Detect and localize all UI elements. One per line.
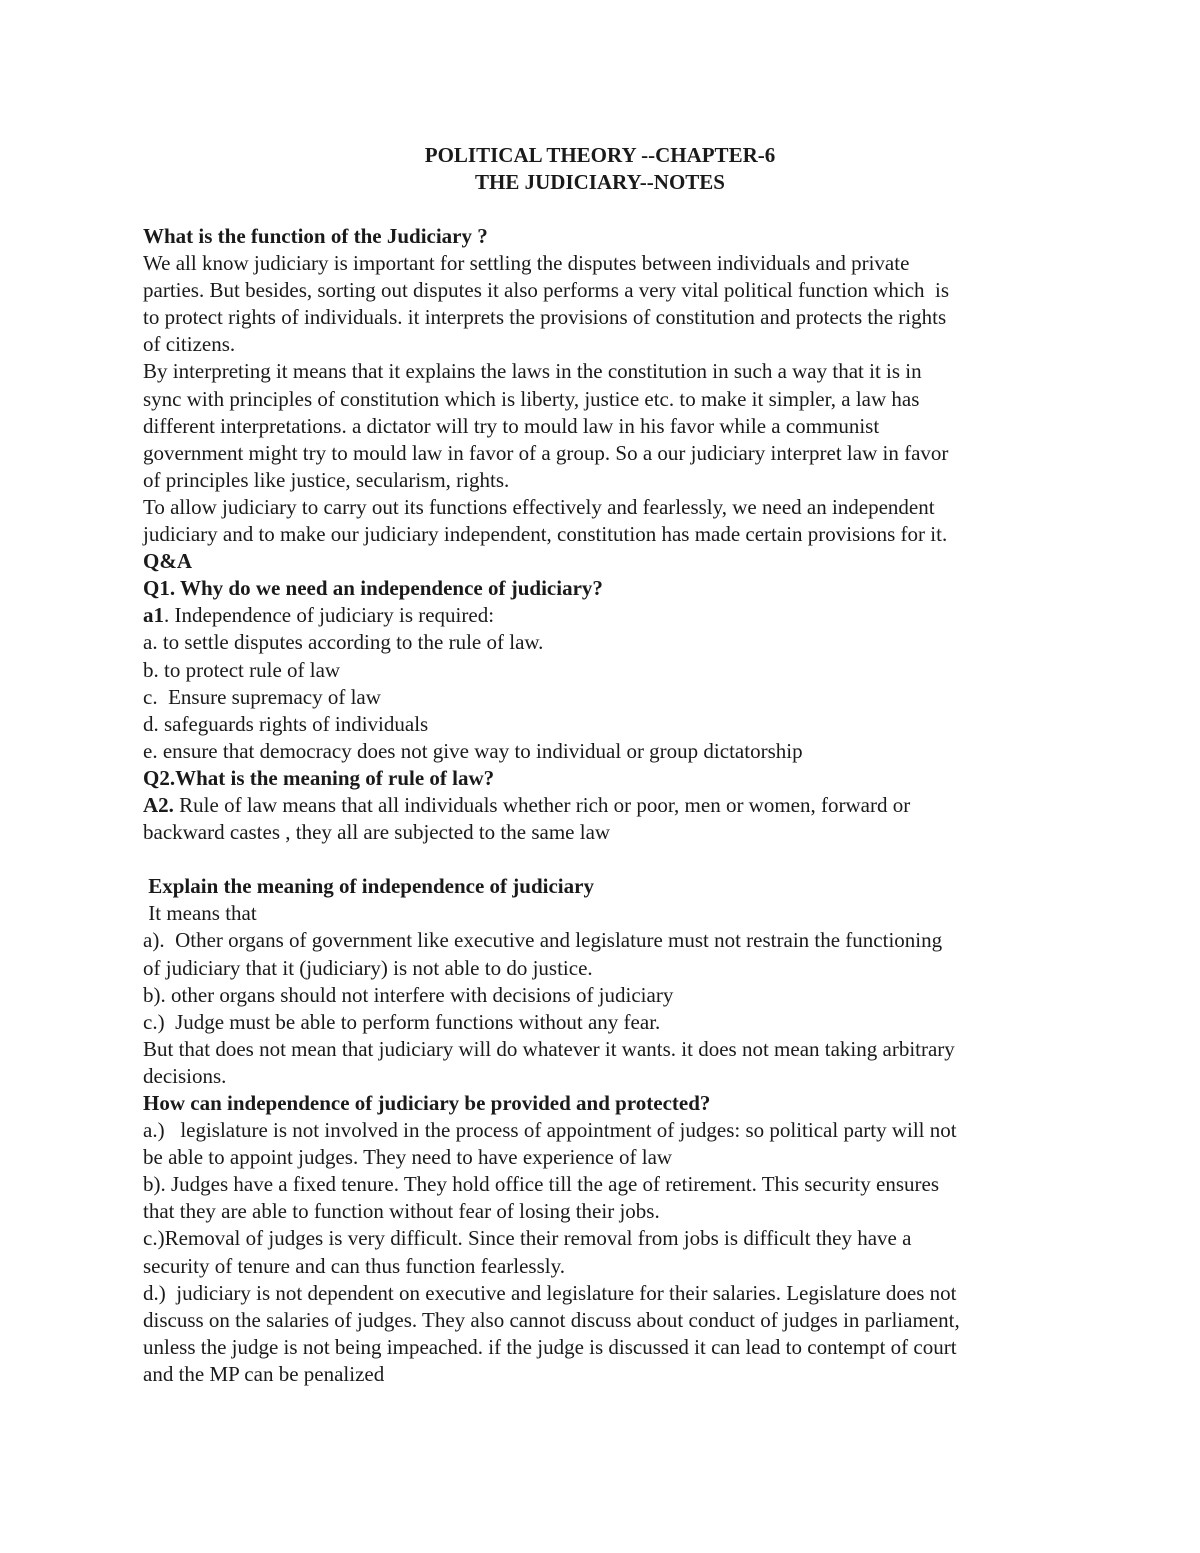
paragraph-line: It means that — [143, 901, 257, 926]
document-body — [143, 223, 1073, 1388]
answer-list-item: a. to settle disputes according to the rule of law. — [143, 630, 544, 655]
paragraph-line: parties. But besides, sorting out disputes it also performs a very vital political function which is — [143, 278, 950, 303]
question-2: Q2.What is the meaning of rule of law? — [143, 765, 495, 790]
answer-list-item: b. to protect rule of law — [143, 657, 341, 682]
document-title: POLITICAL THEORY --CHAPTER-6 — [424, 143, 776, 167]
paragraph-line: to protect rights of individuals. it interprets the provisions of constitution and protects the rights — [143, 305, 947, 330]
paragraph-line: of citizens. — [143, 332, 236, 357]
paragraph-line: of judiciary that it (judiciary) is not able to do justice. — [143, 955, 593, 980]
answer-1 — [143, 602, 1073, 629]
paragraph-line: c.)Removal of judges is very difficult. Since their removal from jobs is difficult they have a — [143, 1226, 912, 1251]
paragraph-line: that they are able to function without fear of losing their jobs. — [143, 1199, 660, 1224]
answer-2-label: A2. — [143, 792, 174, 817]
paragraph-line: judiciary and to make our judiciary independent, constitution has made certain provisions for it. — [143, 522, 948, 547]
paragraph-line: To allow judiciary to carry out its functions effectively and fearlessly, we need an independent — [143, 494, 935, 519]
answer-2-continuation: backward castes , they all are subjected to the same law — [143, 820, 611, 845]
paragraph-line: government might try to mould law in favor of a group. So a our judiciary interpret law in favor — [143, 440, 949, 465]
paragraph-line: a.) legislature is not involved in the process of appointment of judges: so political party will not — [143, 1118, 957, 1143]
answer-list-item: d. safeguards rights of individuals — [143, 711, 429, 736]
paragraph-line: different interpretations. a dictator will try to mould law in his favor while a communist — [143, 413, 880, 438]
paragraph-line: b). other organs should not interfere with decisions of judiciary — [143, 982, 674, 1007]
paragraph-line: But that does not mean that judiciary will do whatever it wants. it does not mean taking arbitrary — [143, 1036, 955, 1061]
title-block — [0, 142, 1200, 196]
answer-2 — [143, 792, 1073, 819]
answer-2-text: Rule of law means that all individuals whether rich or poor, men or women, forward or — [173, 792, 911, 817]
answer-1-label: a1 — [143, 603, 164, 628]
paragraph-line: By interpreting it means that it explains the laws in the constitution in such a way that it is in — [143, 359, 922, 384]
paragraph-line: a). Other organs of government like executive and legislature must not restrain the functioning — [143, 928, 943, 953]
document-subtitle: THE JUDICIARY--NOTES — [475, 170, 725, 194]
answer-1-text: . Independence of judiciary is required: — [164, 603, 495, 628]
paragraph-line: of principles like justice, secularism, rights. — [143, 467, 510, 492]
paragraph-line: decisions. — [143, 1063, 227, 1088]
qa-heading: Q&A — [143, 549, 192, 574]
answer-list-item: c. Ensure supremacy of law — [143, 684, 381, 709]
answer-list-item: e. ensure that democracy does not give way to individual or group dictatorship — [143, 738, 803, 763]
question-1: Q1. Why do we need an independence of judiciary? — [143, 576, 603, 601]
paragraph-line: sync with principles of constitution which is liberty, justice etc. to make it simpler, a law has — [143, 386, 920, 411]
section-heading-independence-meaning: Explain the meaning of independence of judiciary — [143, 874, 594, 899]
section-heading-function: What is the function of the Judiciary ? — [143, 224, 488, 248]
paragraph-line: be able to appoint judges. They need to have experience of law — [143, 1145, 673, 1170]
paragraph-line: d.) judiciary is not dependent on executive and legislature for their salaries. Legislature does not — [143, 1280, 957, 1305]
paragraph-line: b). Judges have a fixed tenure. They hold office till the age of retirement. This security ensures — [143, 1172, 940, 1197]
paragraph-line: unless the judge is not being impeached. if the judge is discussed it can lead to contempt of court — [143, 1334, 957, 1359]
paragraph-line: security of tenure and can thus function fearlessly. — [143, 1253, 565, 1278]
paragraph-line: c.) Judge must be able to perform functions without any fear. — [143, 1009, 661, 1034]
section-heading-independence-protection: How can independence of judiciary be provided and protected? — [143, 1091, 711, 1115]
paragraph-line: We all know judiciary is important for settling the disputes between individuals and private — [143, 251, 910, 276]
paragraph-line: discuss on the salaries of judges. They also cannot discuss about conduct of judges in parliament, — [143, 1307, 960, 1332]
blank-line — [143, 846, 1073, 873]
paragraph-line: and the MP can be penalized — [143, 1361, 385, 1386]
